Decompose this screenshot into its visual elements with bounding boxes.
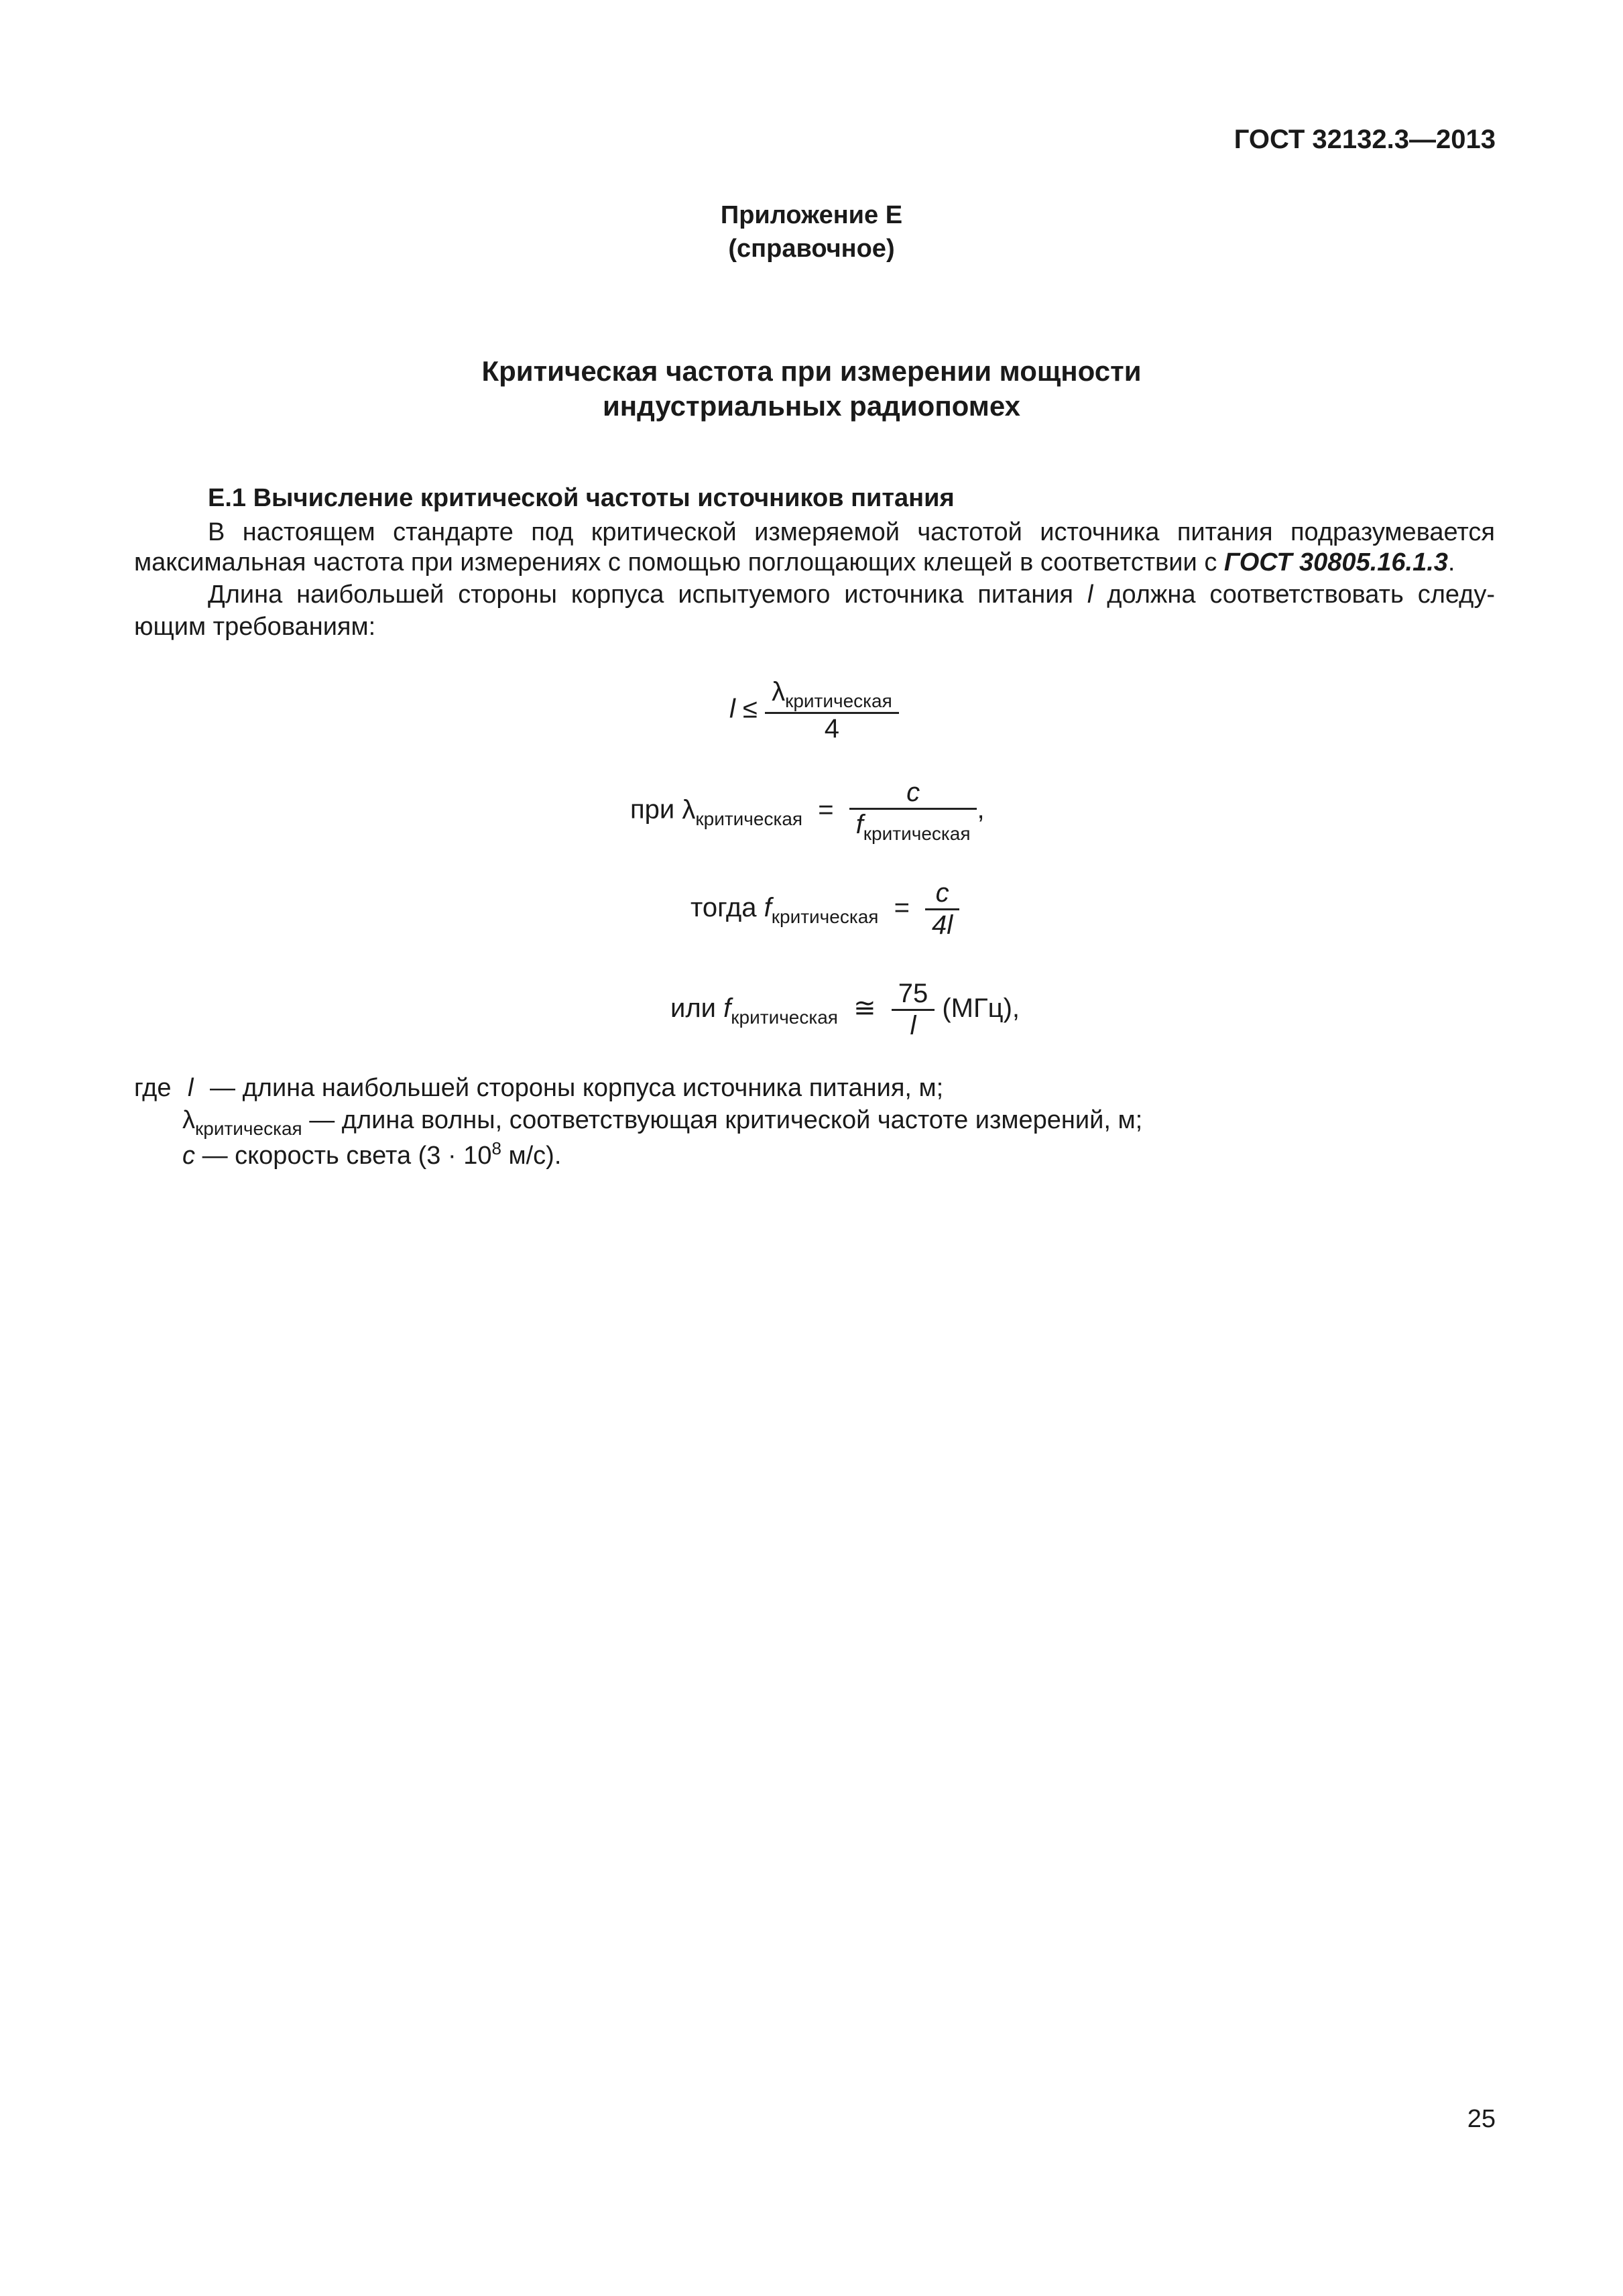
legend-lambda-description: — длина волны, соответствующая критической частоте измерений, м; (309, 1106, 1143, 1134)
formula-wavelength (630, 778, 985, 845)
subsection-title: Вычисление критической частоты источников питания (253, 484, 955, 512)
document-standard-number: ГОСТ 32132.3—2013 (1234, 125, 1496, 154)
formula-1-lhs: l ≤ (729, 694, 758, 724)
formula-3-equals: = (894, 893, 910, 923)
paragraph-1-text: максимальная частота при измерениях с помощью поглощающих клещей в соответствии с (134, 548, 1217, 577)
formula-4-prefix: или (670, 993, 717, 1024)
legend-where: где (134, 1074, 172, 1102)
legend-l-description: — длина наибольшей стороны корпуса источника питания, м; (210, 1074, 944, 1102)
subsection-heading (208, 484, 955, 513)
legend-l-symbol: l (188, 1074, 194, 1102)
formula-2-equals: = (818, 794, 834, 825)
formula-2-prefix: при (630, 794, 675, 825)
formula-4-fraction (892, 979, 935, 1041)
page-number: 25 (1467, 2105, 1496, 2133)
appendix-title: Приложение Е (720, 201, 903, 229)
standard-reference: ГОСТ 30805.16.1.3 (1223, 548, 1448, 577)
formula-1-fraction (765, 677, 899, 744)
formula-3-prefix: тогда (690, 893, 757, 923)
paragraph-1-line-1: В настоящем стандарте под критической измеряемой частотой источника питания подразумевается (208, 518, 1495, 546)
paragraph-2-text-a: Длина наибольшей стороны корпуса испытуемого источника питания (208, 581, 1074, 609)
paragraph-2-text-b: должна соответствовать следу- (1107, 581, 1495, 609)
paragraph-2-line-2: ющим требованиям: (134, 613, 376, 641)
formula-4-approx: ≅ (853, 993, 876, 1024)
formula-frequency (690, 878, 959, 941)
legend-c-description: — скорость света ($3 \cdot 10^8$ м/с). (202, 1138, 562, 1170)
formula-4-numerator: 75 (898, 979, 928, 1008)
subsection-number: Е.1 (208, 484, 247, 512)
formula-1-denominator: 4 (765, 712, 899, 744)
paragraph-1-line-2 (134, 548, 1455, 577)
formula-2-denominator: $f_{критическая}$ (849, 808, 977, 845)
paragraph-2-line-1 (208, 581, 1495, 609)
section-title-line2: индустриальных радиопомех (602, 390, 1021, 422)
formula-3-denominator: 4l (925, 908, 959, 941)
variable-l: l (1087, 581, 1093, 609)
formula-1-numerator: $\lambda_{критическая}$ (772, 677, 892, 711)
paragraph-1-end: . (1447, 548, 1455, 577)
formula-2-lhs: $\lambda_{критическая}$ (682, 794, 803, 829)
legend-c (182, 1138, 561, 1170)
formula-4-lhs: $f_{критическая}$ (723, 993, 838, 1028)
legend-c-symbol: c (182, 1142, 195, 1170)
formula-3-lhs: $f_{критическая}$ (764, 893, 879, 928)
formula-2-suffix: , (977, 794, 985, 825)
formula-frequency-mhz (670, 979, 1020, 1041)
formula-2-numerator: c (906, 778, 920, 807)
formula-2-fraction (849, 778, 977, 845)
legend-l (134, 1074, 943, 1103)
formula-length-condition (729, 677, 899, 744)
section-title-line1: Критическая частота при измерении мощности (481, 355, 1142, 387)
formula-3-fraction (925, 878, 959, 941)
legend-lambda (182, 1106, 1142, 1140)
appendix-subtitle: (справочное) (728, 235, 895, 263)
formula-4-denominator: l (892, 1009, 935, 1041)
formula-4-suffix: (МГц), (942, 993, 1020, 1024)
legend-lambda-symbol: $\lambda_{критическая}$ (182, 1106, 302, 1139)
formula-3-numerator: c (935, 878, 949, 908)
